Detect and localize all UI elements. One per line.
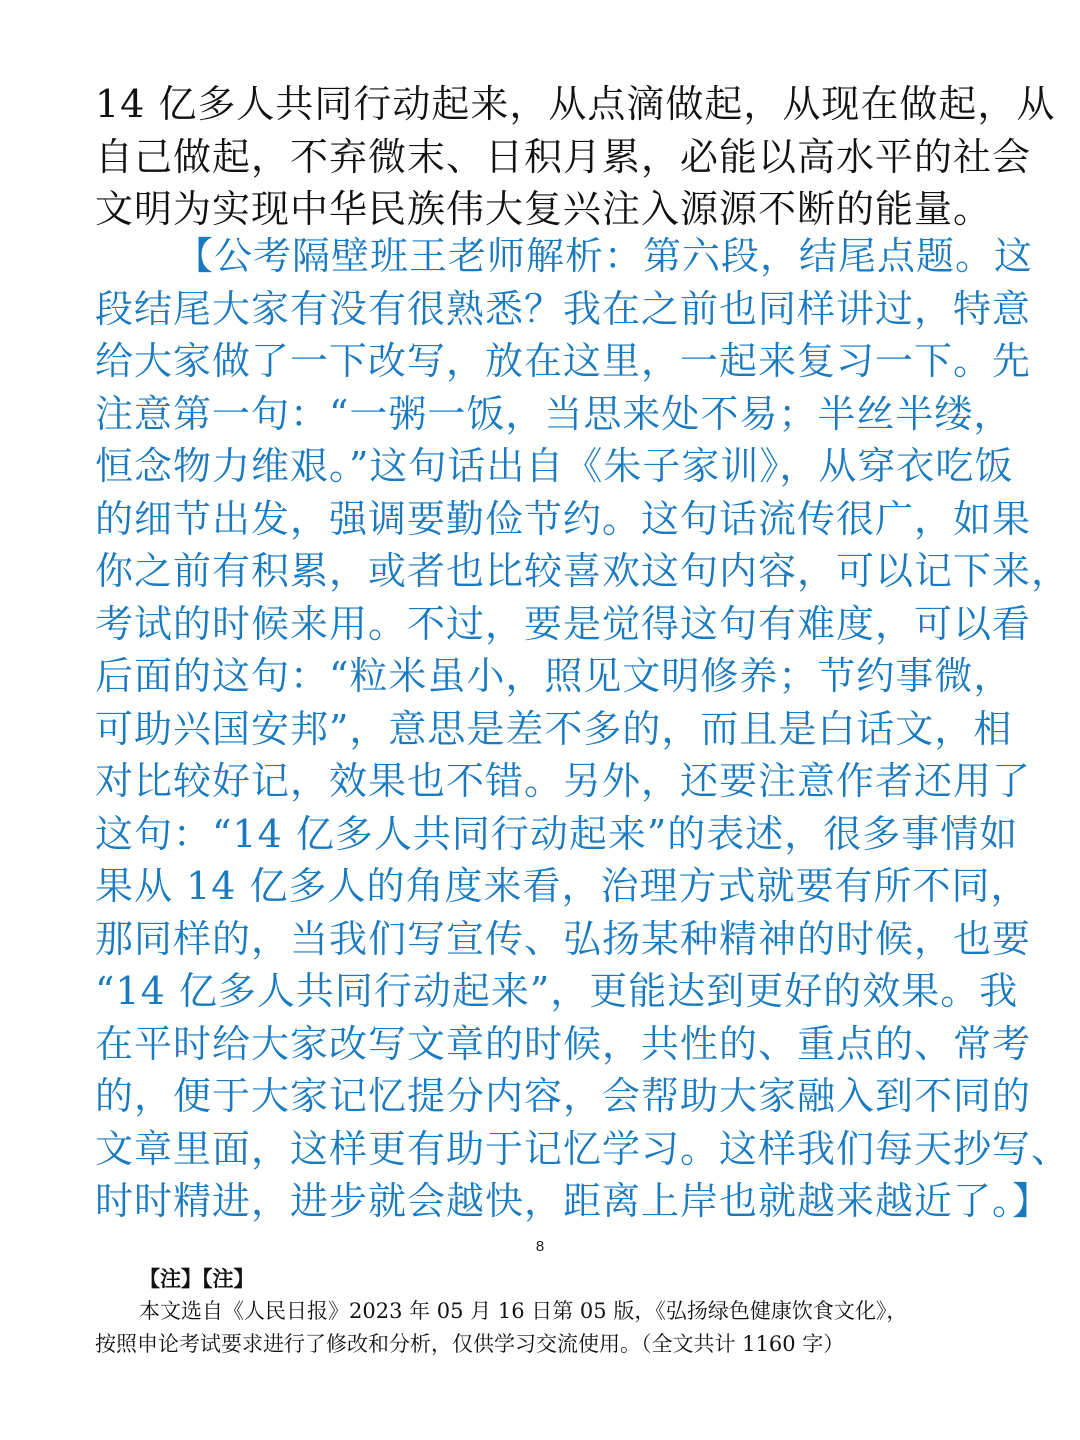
page-number: 8 [535, 1238, 545, 1255]
analysis-line: 【公考隔壁班王老师解析：第六段，结尾点题。这 [175, 234, 1034, 278]
analysis-line: “14 亿多人共同行动起来”，更能达到更好的效果。我 [95, 969, 1019, 1013]
analysis-paragraph [95, 230, 1071, 1228]
body-line: 文明为实现中华民族伟大复兴注入源源不断的能量。 [95, 187, 993, 231]
analysis-line: 你之前有积累，或者也比较喜欢这句内容，可以记下来， [95, 549, 1071, 593]
analysis-line: 果从 14 亿多人的角度来看，治理方式就要有所不同， [95, 864, 1030, 908]
note-line: 按照申论考试要求进行了修改和分析，仅供学习交流使用。（全文共计 1160 字） [95, 1332, 845, 1356]
analysis-line: 后面的这句：“粒米虽小，照见文明修养；节约事微， [95, 654, 1013, 698]
footnotes [95, 1262, 995, 1361]
analysis-line: 对比较好记，效果也不错。另外，还要注意作者还用了 [95, 759, 1032, 803]
analysis-line: 那同样的，当我们写宣传、弘扬某种精神的时候，也要 [95, 916, 1032, 961]
body-paragraph [95, 78, 1056, 236]
analysis-line: 考试的时候来用。不过，要是觉得这句有难度，可以看 [95, 601, 1032, 646]
analysis-line: 的，便于大家记忆提分内容，会帮助大家融入到不同的 [95, 1074, 1032, 1118]
notes-heading: 【注】【注】 [139, 1266, 255, 1291]
analysis-line: 段结尾大家有没有很熟悉？我在之前也同样讲过，特意 [95, 286, 1032, 331]
body-line: 自己做起，不弃微末、日积月累，必能以高水平的社会 [95, 134, 1032, 179]
analysis-line: 文章里面，这样更有助于记忆学习。这样我们每天抄写、 [95, 1126, 1071, 1171]
analysis-line: 恒念物力维艰。”这句话出自《朱子家训》，从穿衣吃饭 [95, 444, 1014, 488]
analysis-line: 在平时给大家改写文章的时候，共性的、重点的、常考 [95, 1021, 1032, 1066]
analysis-line: 这句：“14 亿多人共同行动起来”的表述，很多事情如 [95, 811, 1019, 856]
note-line: 本文选自《人民日报》2023 年 05 月 16 日第 05 版，《弘扬绿色健康饮食文化》， [139, 1299, 908, 1323]
analysis-line: 可助兴国安邦”，意思是差不多的，而且是白话文，相 [95, 706, 1013, 751]
analysis-line: 注意第一句：“一粥一饭，当思来处不易；半丝半缕， [95, 391, 1013, 436]
analysis-line: 的细节出发，强调要勤俭节约。这句话流传很广，如果 [95, 496, 1032, 541]
analysis-line: 时时精进，进步就会越快，距离上岸也就越来越近了。】 [95, 1179, 1052, 1223]
body-line: 14 亿多人共同行动起来，从点滴做起，从现在做起，从 [95, 82, 1056, 126]
analysis-line: 给大家做了一下改写，放在这里，一起来复习一下。先 [95, 339, 1032, 383]
